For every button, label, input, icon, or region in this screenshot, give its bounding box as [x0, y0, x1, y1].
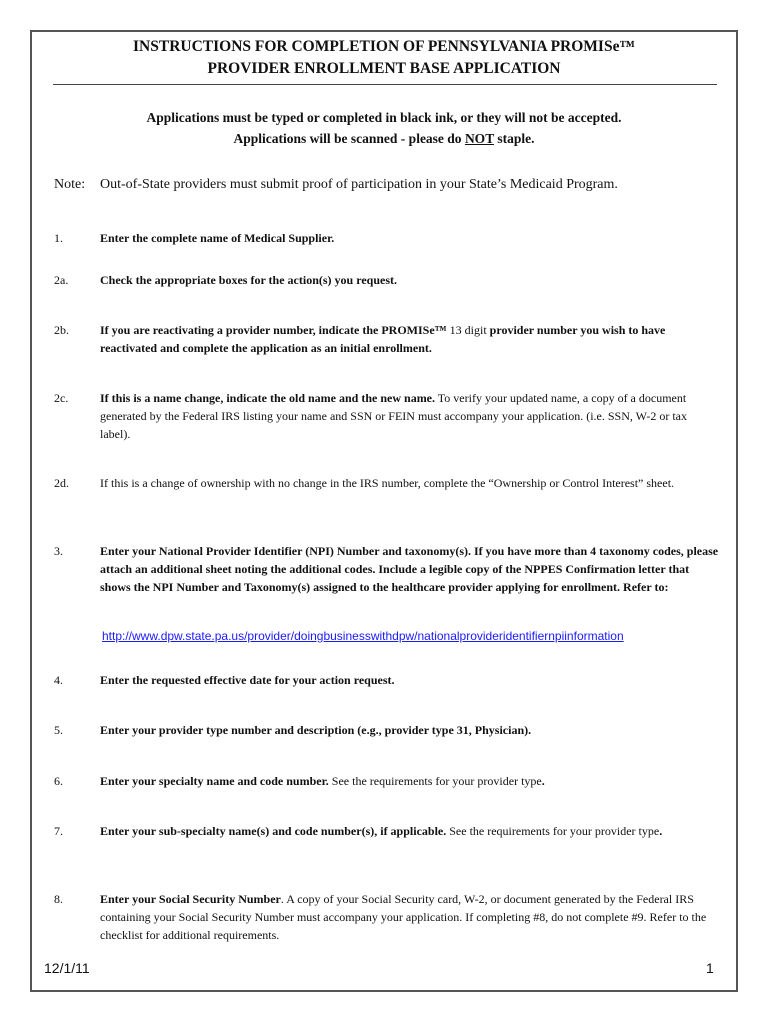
- npi-info-link[interactable]: http://www.dpw.state.pa.us/provider/doingbusinesswithdpw/nationalprovideridentifiernpiinformation: [102, 629, 624, 643]
- footer-page-number: 1: [706, 960, 714, 976]
- document-title-line1: INSTRUCTIONS FOR COMPLETION OF PENNSYLVANIA PROMISe™: [133, 38, 635, 55]
- instruction-item-6: 6. Enter your specialty name and code number. See the requirements for your provider type.: [54, 774, 545, 788]
- notice-line1: Applications must be typed or completed in black ink, or they will not be accepted.: [146, 110, 622, 125]
- notice-line2: Applications will be scanned - please do NOT staple.: [233, 131, 535, 146]
- instruction-item-4: 4. Enter the requested effective date for your action request.: [54, 673, 395, 687]
- instruction-item-2d: 2d. If this is a change of ownership with no change in the IRS number, complete the “Ownership or Control Interest” sheet.: [54, 476, 675, 490]
- footer-date: 12/1/11: [44, 960, 90, 976]
- note-text: Out-of-State providers must submit proof of participation in your State’s Medicaid Program.: [100, 177, 618, 192]
- instruction-item-1: 1. Enter the complete name of Medical Supplier.: [54, 231, 335, 245]
- instruction-item-7: 7. Enter your sub-specialty name(s) and code number(s), if applicable. See the requirements for your provider type.: [54, 824, 663, 838]
- instruction-item-8: 8. Enter your Social Security Number. A copy of your Social Security card, W-2, or document generated by the Federal IRS containing your Social Security Number must accompany your application. If completing #8, do not complete #9. Refer to the checklist for additional requirements.: [54, 892, 707, 942]
- note: [54, 177, 618, 193]
- instruction-item-2b: 2b. If you are reactivating a provider number, indicate the PROMISe™ 13 digit provider number you wish to have reactivated and complete the application as an initial enrollment.: [54, 323, 666, 355]
- note-label: Note:: [54, 177, 86, 192]
- instruction-item-2a: 2a. Check the appropriate boxes for the action(s) you request.: [54, 273, 397, 287]
- instruction-item-3: 3. Enter your National Provider Identifier (NPI) Number and taxonomy(s). If you have more than 4 taxonomy codes, please attach an additional sheet noting the additional codes. Include a legible copy of the NPPES Confirmation letter that shows the NPI Number and Taxonomy(s) assigned to the healthcare provider applying for enrollment. Refer to:: [54, 544, 719, 594]
- notice-emphasis: NOT: [464, 131, 494, 146]
- instruction-item-2c: 2c. If this is a name change, indicate the old name and the new name. To verify your updated name, a copy of a document generated by the Federal IRS listing your name and SSN or FEIN must accompany your application. (i.e. SSN, W-2 or tax label).: [54, 391, 687, 441]
- title-divider: [53, 84, 717, 85]
- instruction-item-5: 5. Enter your provider type number and description (e.g., provider type 31, Physician).: [54, 723, 532, 737]
- page-border: [30, 30, 738, 992]
- document-title-line2: PROVIDER ENROLLMENT BASE APPLICATION: [207, 60, 561, 77]
